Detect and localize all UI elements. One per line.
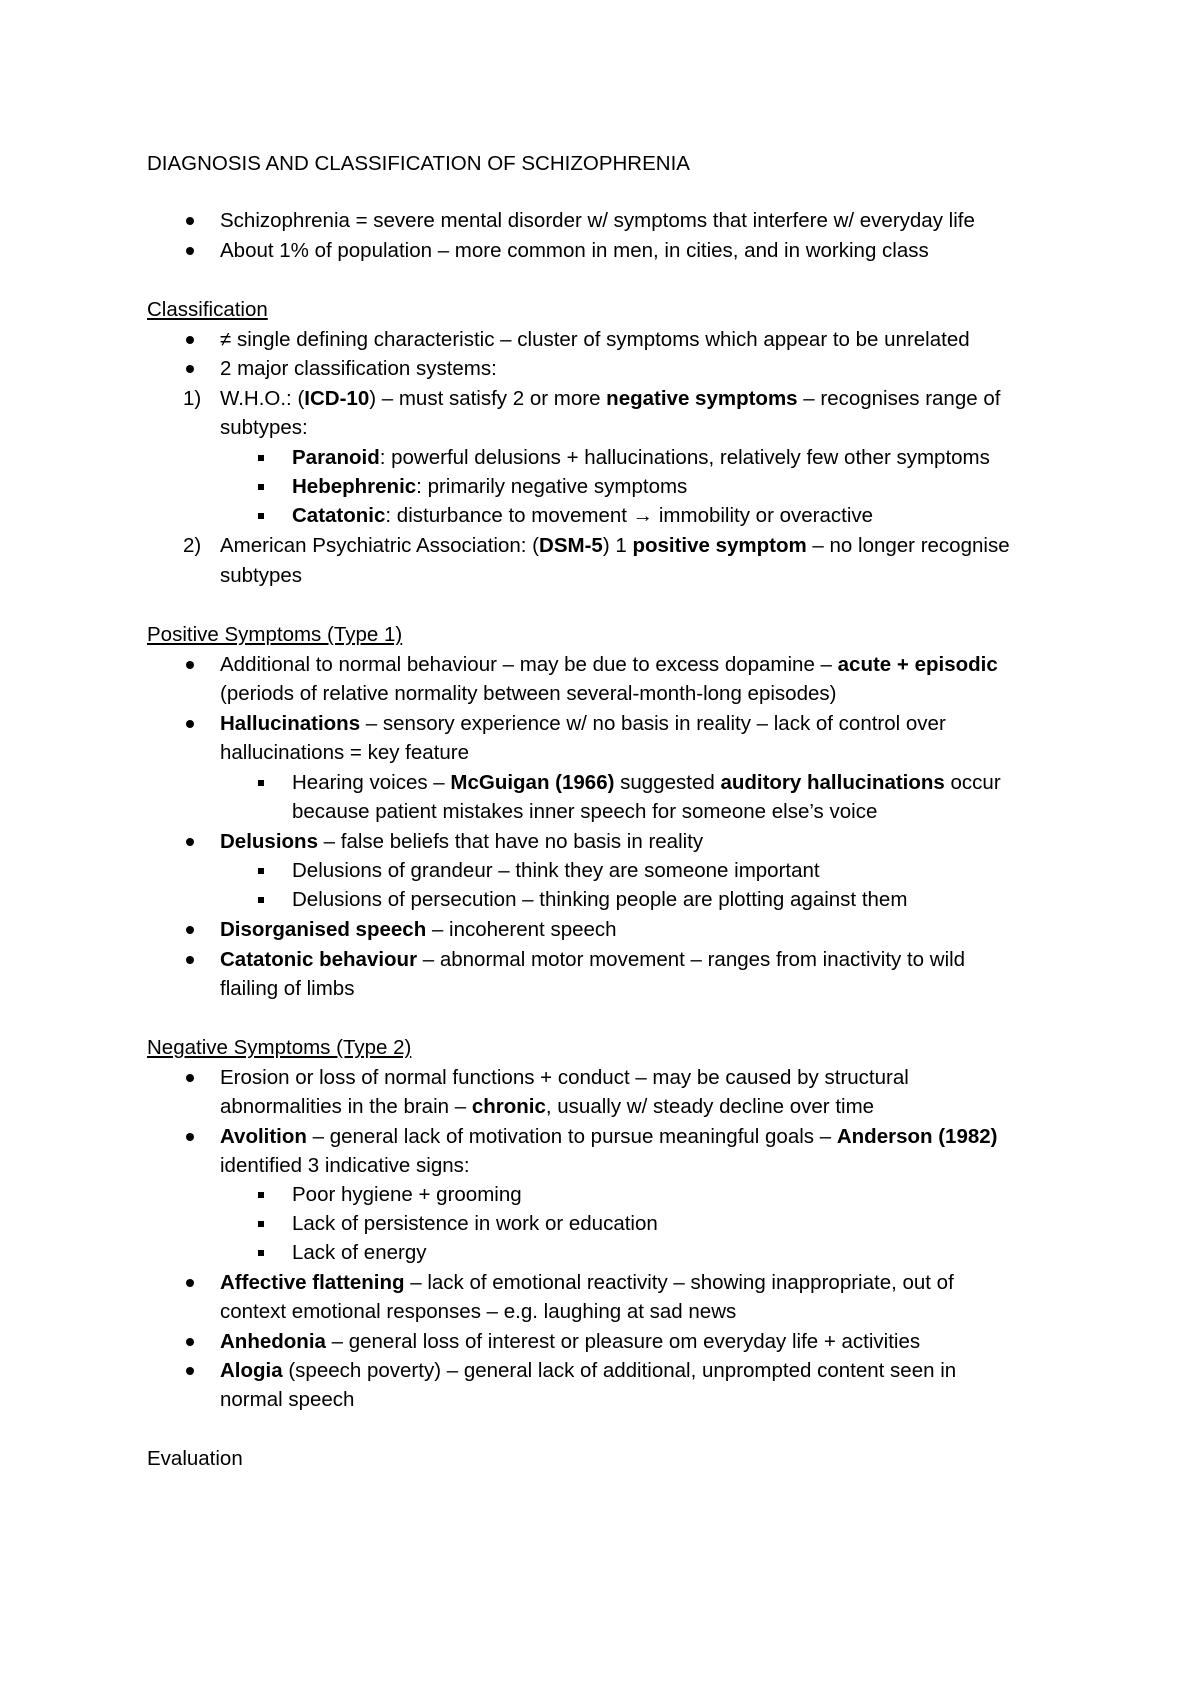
intro-line: [220, 211, 975, 232]
text-run: About 1% of population – more common in men, in cities, and in working class: [220, 239, 929, 262]
bold-term: Anderson (1982): [836, 1125, 998, 1148]
positive-heading: Positive Symptoms (Type 1): [147, 623, 403, 646]
bold-term: chronic: [471, 1095, 546, 1118]
who-line: [220, 389, 1000, 410]
negative-line: [220, 1332, 920, 1353]
sub-bullet-square: [258, 1250, 264, 1256]
text-run: context emotional responses – e.g. laughing at sad news: [220, 1300, 737, 1323]
text-run: suggested: [614, 771, 721, 794]
text-run: Lack of energy: [292, 1241, 427, 1264]
text-run: ≠ single defining characteristic – cluster of symptoms which appear to be unrelated: [220, 328, 970, 351]
bold-term: acute + episodic: [837, 653, 998, 676]
bold-term: Anhedonia: [220, 1330, 326, 1353]
sub-bullet-square: [258, 455, 264, 461]
bullet-dot: [186, 336, 194, 344]
negative-line: [292, 1243, 426, 1264]
text-run: identified 3 indicative signs:: [220, 1154, 470, 1177]
sub-bullet-square: [258, 1221, 264, 1227]
list-number: 1): [183, 387, 202, 410]
positive-line: [220, 714, 946, 735]
sub-bullet-square: [258, 484, 264, 490]
bold-term: auditory hallucinations: [720, 771, 945, 794]
text-run: subtypes: [220, 564, 303, 587]
bold-term: Disorganised speech: [220, 918, 427, 941]
bold-term: Catatonic behaviour: [220, 948, 418, 971]
bold-term: positive symptom: [632, 534, 807, 557]
negative-line: [220, 1156, 470, 1177]
bullet-dot: [186, 956, 194, 964]
text-run: 2 major classification systems:: [220, 357, 497, 380]
text-run: Additional to normal behaviour – may be due to excess dopamine –: [220, 653, 838, 676]
apa-line: [220, 566, 302, 587]
bold-term: Alogia: [220, 1359, 283, 1382]
bold-term: Affective flattening: [220, 1271, 405, 1294]
text-run: Erosion or loss of normal functions + conduct – may be caused by structural: [220, 1066, 909, 1089]
sub-bullet-square: [258, 897, 264, 903]
subtype-line: [292, 448, 990, 469]
intro-line: [220, 241, 929, 262]
text-run: Poor hygiene + grooming: [292, 1183, 522, 1206]
positive-line: [292, 773, 1001, 794]
negative-line: [220, 1127, 997, 1148]
text-run: hallucinations = key feature: [220, 741, 470, 764]
evaluation-heading: Evaluation: [147, 1447, 243, 1470]
positive-line: [220, 920, 617, 941]
negative-line: [220, 1068, 909, 1089]
list-number: 2): [183, 534, 202, 557]
text-run: W.H.O.: (: [220, 387, 305, 410]
bullet-dot: [186, 1074, 194, 1082]
bold-term: DSM-5: [539, 534, 603, 557]
bullet-dot: [186, 1133, 194, 1141]
text-run: because patient mistakes inner speech for someone else’s voice: [292, 800, 878, 823]
negative-line: [220, 1097, 874, 1118]
text-run: normal speech: [220, 1388, 355, 1411]
bullet-dot: [186, 838, 194, 846]
text-run: – sensory experience w/ no basis in reality – lack of control over: [360, 712, 946, 735]
classification-heading: Classification: [147, 298, 268, 321]
bold-term: ICD-10: [304, 387, 370, 410]
bullet-dot: [186, 247, 194, 255]
bullet-dot: [186, 217, 194, 225]
text-run: Lack of persistence in work or education: [292, 1212, 658, 1235]
bold-term: Catatonic: [292, 504, 386, 527]
text-run: subtypes:: [220, 416, 308, 439]
sub-bullet-square: [258, 513, 264, 519]
negative-heading: Negative Symptoms (Type 2): [147, 1036, 412, 1059]
sub-bullet-square: [258, 780, 264, 786]
negative-line: [220, 1390, 354, 1411]
text-run: (periods of relative normality between several-month-long episodes): [220, 682, 837, 705]
positive-line: [292, 890, 907, 911]
positive-line: [220, 832, 703, 853]
classification-bullet: [220, 330, 970, 351]
bullet-dot: [186, 1367, 194, 1375]
bold-term: Hallucinations: [220, 712, 361, 735]
bold-term: Paranoid: [292, 446, 380, 469]
subtype-line: [292, 477, 687, 498]
negative-line: [220, 1273, 954, 1294]
text-run: – false beliefs that have no basis in reality: [317, 830, 704, 853]
positive-line: [220, 743, 469, 764]
bullet-dot: [186, 1338, 194, 1346]
negative-line: [220, 1302, 736, 1323]
positive-line: [292, 802, 877, 823]
text-run: occur: [944, 771, 1001, 794]
text-run: abnormalities in the brain –: [220, 1095, 472, 1118]
bullet-dot: [186, 720, 194, 728]
text-run: Schizophrenia = severe mental disorder w/ symptoms that interfere w/ everyday life: [220, 209, 975, 232]
text-run: (speech poverty) – general lack of additional, unprompted content seen in: [282, 1359, 957, 1382]
positive-line: [220, 684, 836, 705]
text-run: – recognises range of: [797, 387, 1001, 410]
negative-line: [292, 1214, 658, 1235]
text-run: : powerful delusions + hallucinations, relatively few other symptoms: [379, 446, 990, 469]
text-run: – no longer recognise: [806, 534, 1010, 557]
positive-line: [220, 655, 998, 676]
bold-term: Avolition: [220, 1125, 307, 1148]
negative-line: [220, 1361, 956, 1382]
bold-term: Delusions: [220, 830, 318, 853]
bullet-dot: [186, 926, 194, 934]
apa-line: [220, 536, 1010, 557]
bold-term: negative symptoms: [606, 387, 798, 410]
text-run: – abnormal motor movement – ranges from inactivity to wild: [417, 948, 966, 971]
text-run: – incoherent speech: [426, 918, 617, 941]
bullet-dot: [186, 1279, 194, 1287]
bullet-dot: [186, 661, 194, 669]
text-run: flailing of limbs: [220, 977, 355, 1000]
positive-line: [220, 979, 354, 1000]
text-run: : disturbance to movement → immobility or overactive: [385, 504, 874, 527]
bold-term: McGuigan (1966): [450, 771, 615, 794]
sub-bullet-square: [258, 1192, 264, 1198]
text-run: Hearing voices –: [292, 771, 451, 794]
text-run: ) – must satisfy 2 or more: [369, 387, 607, 410]
bold-term: Hebephrenic: [292, 475, 417, 498]
text-run: : primarily negative symptoms: [416, 475, 688, 498]
document-title: DIAGNOSIS AND CLASSIFICATION OF SCHIZOPHRENIA: [147, 152, 690, 175]
subtype-line: [292, 506, 873, 527]
who-line: [220, 418, 308, 439]
text-run: Delusions of persecution – thinking people are plotting against them: [292, 888, 908, 911]
text-run: – lack of emotional reactivity – showing inappropriate, out of: [404, 1271, 954, 1294]
text-run: – general lack of motivation to pursue meaningful goals –: [306, 1125, 837, 1148]
classification-bullet: [220, 359, 497, 380]
negative-line: [292, 1185, 522, 1206]
positive-line: [220, 950, 965, 971]
text-run: American Psychiatric Association: (: [220, 534, 540, 557]
text-run: – general loss of interest or pleasure om everyday life + activities: [325, 1330, 921, 1353]
text-run: Delusions of grandeur – think they are someone important: [292, 859, 820, 882]
sub-bullet-square: [258, 868, 264, 874]
text-run: , usually w/ steady decline over time: [545, 1095, 875, 1118]
bullet-dot: [186, 365, 194, 373]
positive-line: [292, 861, 820, 882]
text-run: ) 1: [602, 534, 633, 557]
